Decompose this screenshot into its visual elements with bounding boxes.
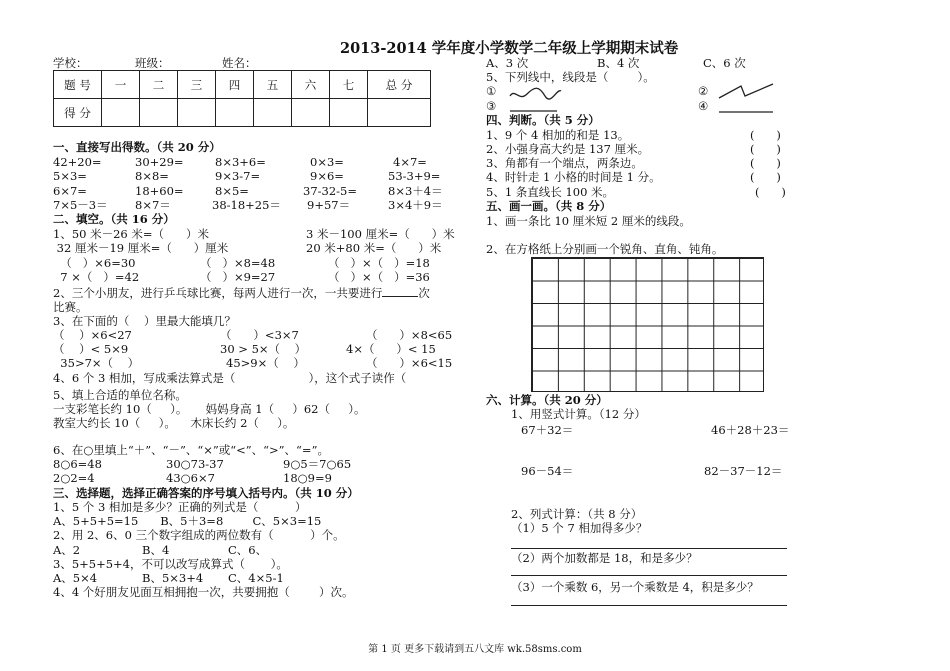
choice-question: 3、5+5+5+4，不可以改写成算式（ ）。 (53, 557, 288, 571)
calc-item: 82－37－12＝ (704, 464, 783, 478)
fill-item: （ ）×（ ）=36 (328, 270, 430, 284)
calc-item: 9×6= (310, 169, 344, 183)
calc-item: 9×3-7= (215, 169, 261, 183)
fill-item: （ ）×8=48 (200, 256, 276, 270)
word-problem: （1）5 个 7 相加得多少？ (511, 521, 648, 535)
fill-item: 7 ×（ ）=42 (53, 270, 140, 284)
exam-title: 2013-2014 学年度小学数学二年级上学期期末试卷 (340, 40, 679, 57)
fill-item: 18○9=9 (283, 471, 332, 485)
grid-paper[interactable] (531, 257, 764, 392)
choice-question: 5、下列线中，线段是（ ）。 (486, 70, 655, 84)
score-table (53, 70, 431, 127)
fill-item: （ ）<3×7 (220, 328, 299, 342)
judge-item: 1、9 个 4 相加的和是 13。 (486, 128, 630, 142)
fill-item: （ ）×6<15 (366, 356, 453, 370)
fill-item: 2○2=4 (53, 471, 95, 485)
choice-option: C、4×5-1 (228, 571, 284, 585)
fill-item: （ ）×6=30 (53, 256, 136, 270)
table-cell: 七 (330, 71, 368, 99)
answer-line[interactable] (511, 575, 787, 576)
question-5: 5、填上合适的单位名称。 (53, 388, 187, 402)
question-6: 6、在○里填上“＋”、“－”、“×”或“<”、“>”、“=”。 (53, 443, 329, 457)
score-table-header-row (54, 71, 431, 99)
calc-item: 30+29= (135, 155, 184, 169)
choice-option: B、4 次 (597, 56, 640, 70)
table-cell: 一 (102, 71, 140, 99)
fill-item: （ ）×8<65 (366, 328, 453, 342)
calc-item: 38-18+25＝ (212, 198, 281, 212)
judge-item: 4、时针走 1 小格的时间是 1 分。 (486, 170, 661, 184)
choice-question: 2、用 2、6、0 三个数字组成的两位数有（ ）个。 (53, 528, 345, 542)
score-cell[interactable] (178, 99, 216, 127)
answer-line[interactable] (511, 605, 787, 606)
calc-item: 7×5－3＝ (53, 198, 108, 212)
score-cell[interactable] (368, 99, 431, 127)
fill-item: 8○6=48 (53, 457, 102, 471)
fill-item: 30 > 5×（ ） (220, 342, 307, 356)
fill-item: 4×（ ）< 15 (346, 342, 436, 356)
choice-option: A、3 次 (486, 56, 529, 70)
calc-item: 0×3= (310, 155, 344, 169)
calc-item: 8×8= (135, 169, 169, 183)
fill-item: 45>9×（ ） (226, 356, 305, 370)
section-1-title: 一、直接写出得数。（共 20 分） (53, 140, 221, 154)
choice-options: A、5+5+5=15 B、5＋3=8 C、5×3=15 (53, 514, 322, 528)
choice-option: B、5×3+4 (142, 571, 204, 585)
fill-item: 35>7×（ ） (53, 356, 140, 370)
table-cell: 总 分 (368, 71, 431, 99)
calc-item: 96－54＝ (521, 464, 574, 478)
choice-option: C、6、 (228, 543, 268, 557)
choice-option: A、5×4 (53, 571, 98, 585)
word-problem-title: 2、列式计算：（共 8 分） (511, 507, 643, 521)
score-cell[interactable] (330, 99, 368, 127)
choice-question: 4、4 个好朋友见面互相拥抱一次，共要拥抱（ ）次。 (53, 585, 354, 599)
score-cell[interactable] (140, 99, 178, 127)
fill-item: 一支彩笔长约 10（ ）。 妈妈身高 1（ ）62（ ）。 (53, 402, 366, 416)
judge-item: 5、1 条直线长 100 米。 (486, 185, 615, 199)
word-problem: （3）一个乘数 6，另一个乘数是 4，积是多少？ (511, 580, 759, 594)
calc-item: 53-3+9= (388, 169, 441, 183)
calc-item: 18+60= (135, 184, 184, 198)
choice-option: A、2 (53, 543, 81, 557)
polyline-figure (715, 82, 777, 102)
question-text: 次 (418, 286, 430, 300)
fill-item: （ ）< 5×9 (53, 342, 129, 356)
fill-item: （ ）×9=27 (200, 270, 276, 284)
section-6-title: 六、计算。（共 20 分） (486, 393, 608, 407)
judge-paren[interactable]: ( ) (750, 170, 781, 184)
calc-question: 1、用竖式计算。（12 分） (511, 407, 646, 421)
option-label: ③ (486, 99, 497, 113)
score-cell[interactable] (292, 99, 330, 127)
score-cell[interactable] (254, 99, 292, 127)
section-4-title: 四、判断。（共 5 分） (486, 113, 600, 127)
fill-item: 30○73-37 (166, 457, 224, 471)
segment-figure (715, 104, 777, 116)
answer-line[interactable] (511, 548, 787, 549)
question-2 (53, 286, 430, 300)
calc-item: 42+20= (53, 155, 102, 169)
table-cell: 六 (292, 71, 330, 99)
school-label: 学校： (53, 56, 88, 70)
answer-blank[interactable] (382, 286, 418, 297)
calc-item: 6×7= (53, 184, 87, 198)
choice-option: C、6 次 (703, 56, 746, 70)
calc-item: 46＋28＋23＝ (711, 423, 790, 437)
judge-item: 2、小强身高大约是 137 厘米。 (486, 142, 650, 156)
fill-item: 3 米－100 厘米=（ ）米 (306, 227, 455, 241)
calc-item: 8×3+6= (215, 155, 266, 169)
fill-item: 43○6×7 (166, 471, 215, 485)
judge-item: 3、角都有一个端点，两条边。 (486, 156, 643, 170)
question-text: 2、三个小朋友，进行乒乓球比赛，每两人进行一次，一共要进行 (53, 286, 383, 300)
table-cell: 二 (140, 71, 178, 99)
judge-paren[interactable]: ( ) (750, 142, 781, 156)
fill-item: 9○5＝7○65 (283, 457, 352, 471)
question-text: 比赛。 (53, 300, 88, 314)
calc-item: 5×3= (53, 169, 87, 183)
word-problem: （2）两个加数都是 18，和是多少？ (511, 551, 698, 565)
score-table-score-row (54, 99, 431, 127)
fill-item: （ ）×6<27 (53, 328, 132, 342)
calc-item: 8×5= (215, 184, 249, 198)
section-5-title: 五、画一画。（共 8 分） (486, 199, 612, 213)
choice-question: 1、5 个 3 相加是多少？正确的列式是（ ） (53, 500, 307, 514)
calc-item: 67＋32＝ (521, 423, 574, 437)
score-cell[interactable] (102, 99, 140, 127)
calc-item: 8×7＝ (135, 198, 171, 212)
calc-item: 4×7= (393, 155, 427, 169)
calc-item: 3×4＋9＝ (388, 198, 443, 212)
class-label: 班级： (135, 56, 170, 70)
section-2-title: 二、填空。（共 16 分） (53, 212, 175, 226)
fill-item: 32 厘米－19 厘米=（ ）厘米 (53, 241, 229, 255)
judge-paren[interactable]: ( ) (750, 128, 781, 142)
option-label: ② (698, 84, 709, 98)
calc-item: 9+57＝ (307, 198, 351, 212)
table-cell: 四 (216, 71, 254, 99)
table-cell: 五 (254, 71, 292, 99)
score-cell[interactable] (216, 99, 254, 127)
choice-option: B、4 (142, 543, 170, 557)
fill-item: 1、50 米－26 米=（ ）米 (53, 227, 209, 241)
draw-question: 2、在方格纸上分别画一个锐角、直角、钝角。 (486, 242, 724, 256)
calc-item: 37-32-5= (303, 184, 357, 198)
option-label: ① (486, 84, 497, 98)
judge-paren[interactable]: ( ) (750, 156, 781, 170)
table-cell: 得 分 (54, 99, 102, 127)
question-4: 4、6 个 3 相加，写成乘法算式是（ ），这个式子读作（ (53, 371, 407, 385)
calc-item: 8×3＋4＝ (388, 184, 443, 198)
name-label: 姓名： (222, 56, 257, 70)
page-footer: 第 1 页 更多下载请到五八文库 wk.58sms.com (368, 644, 582, 655)
fill-item: （ ）×（ ）=18 (328, 256, 430, 270)
section-3-title: 三、选择题，选择正确答案的序号填入括号内。（共 10 分） (53, 486, 359, 500)
option-label: ④ (698, 99, 709, 113)
question-3: 3、在下面的（ ）里最大能填几？ (53, 314, 236, 328)
fill-item: 教室大约长 10（ ）。 木床长约 2（ ）。 (53, 416, 295, 430)
table-cell: 题 号 (54, 71, 102, 99)
draw-question: 1、画一条比 10 厘米短 2 厘米的线段。 (486, 214, 691, 228)
fill-item: 20 米+80 米=（ ）米 (306, 241, 442, 255)
judge-paren[interactable]: ( ) (755, 185, 786, 199)
table-cell: 三 (178, 71, 216, 99)
